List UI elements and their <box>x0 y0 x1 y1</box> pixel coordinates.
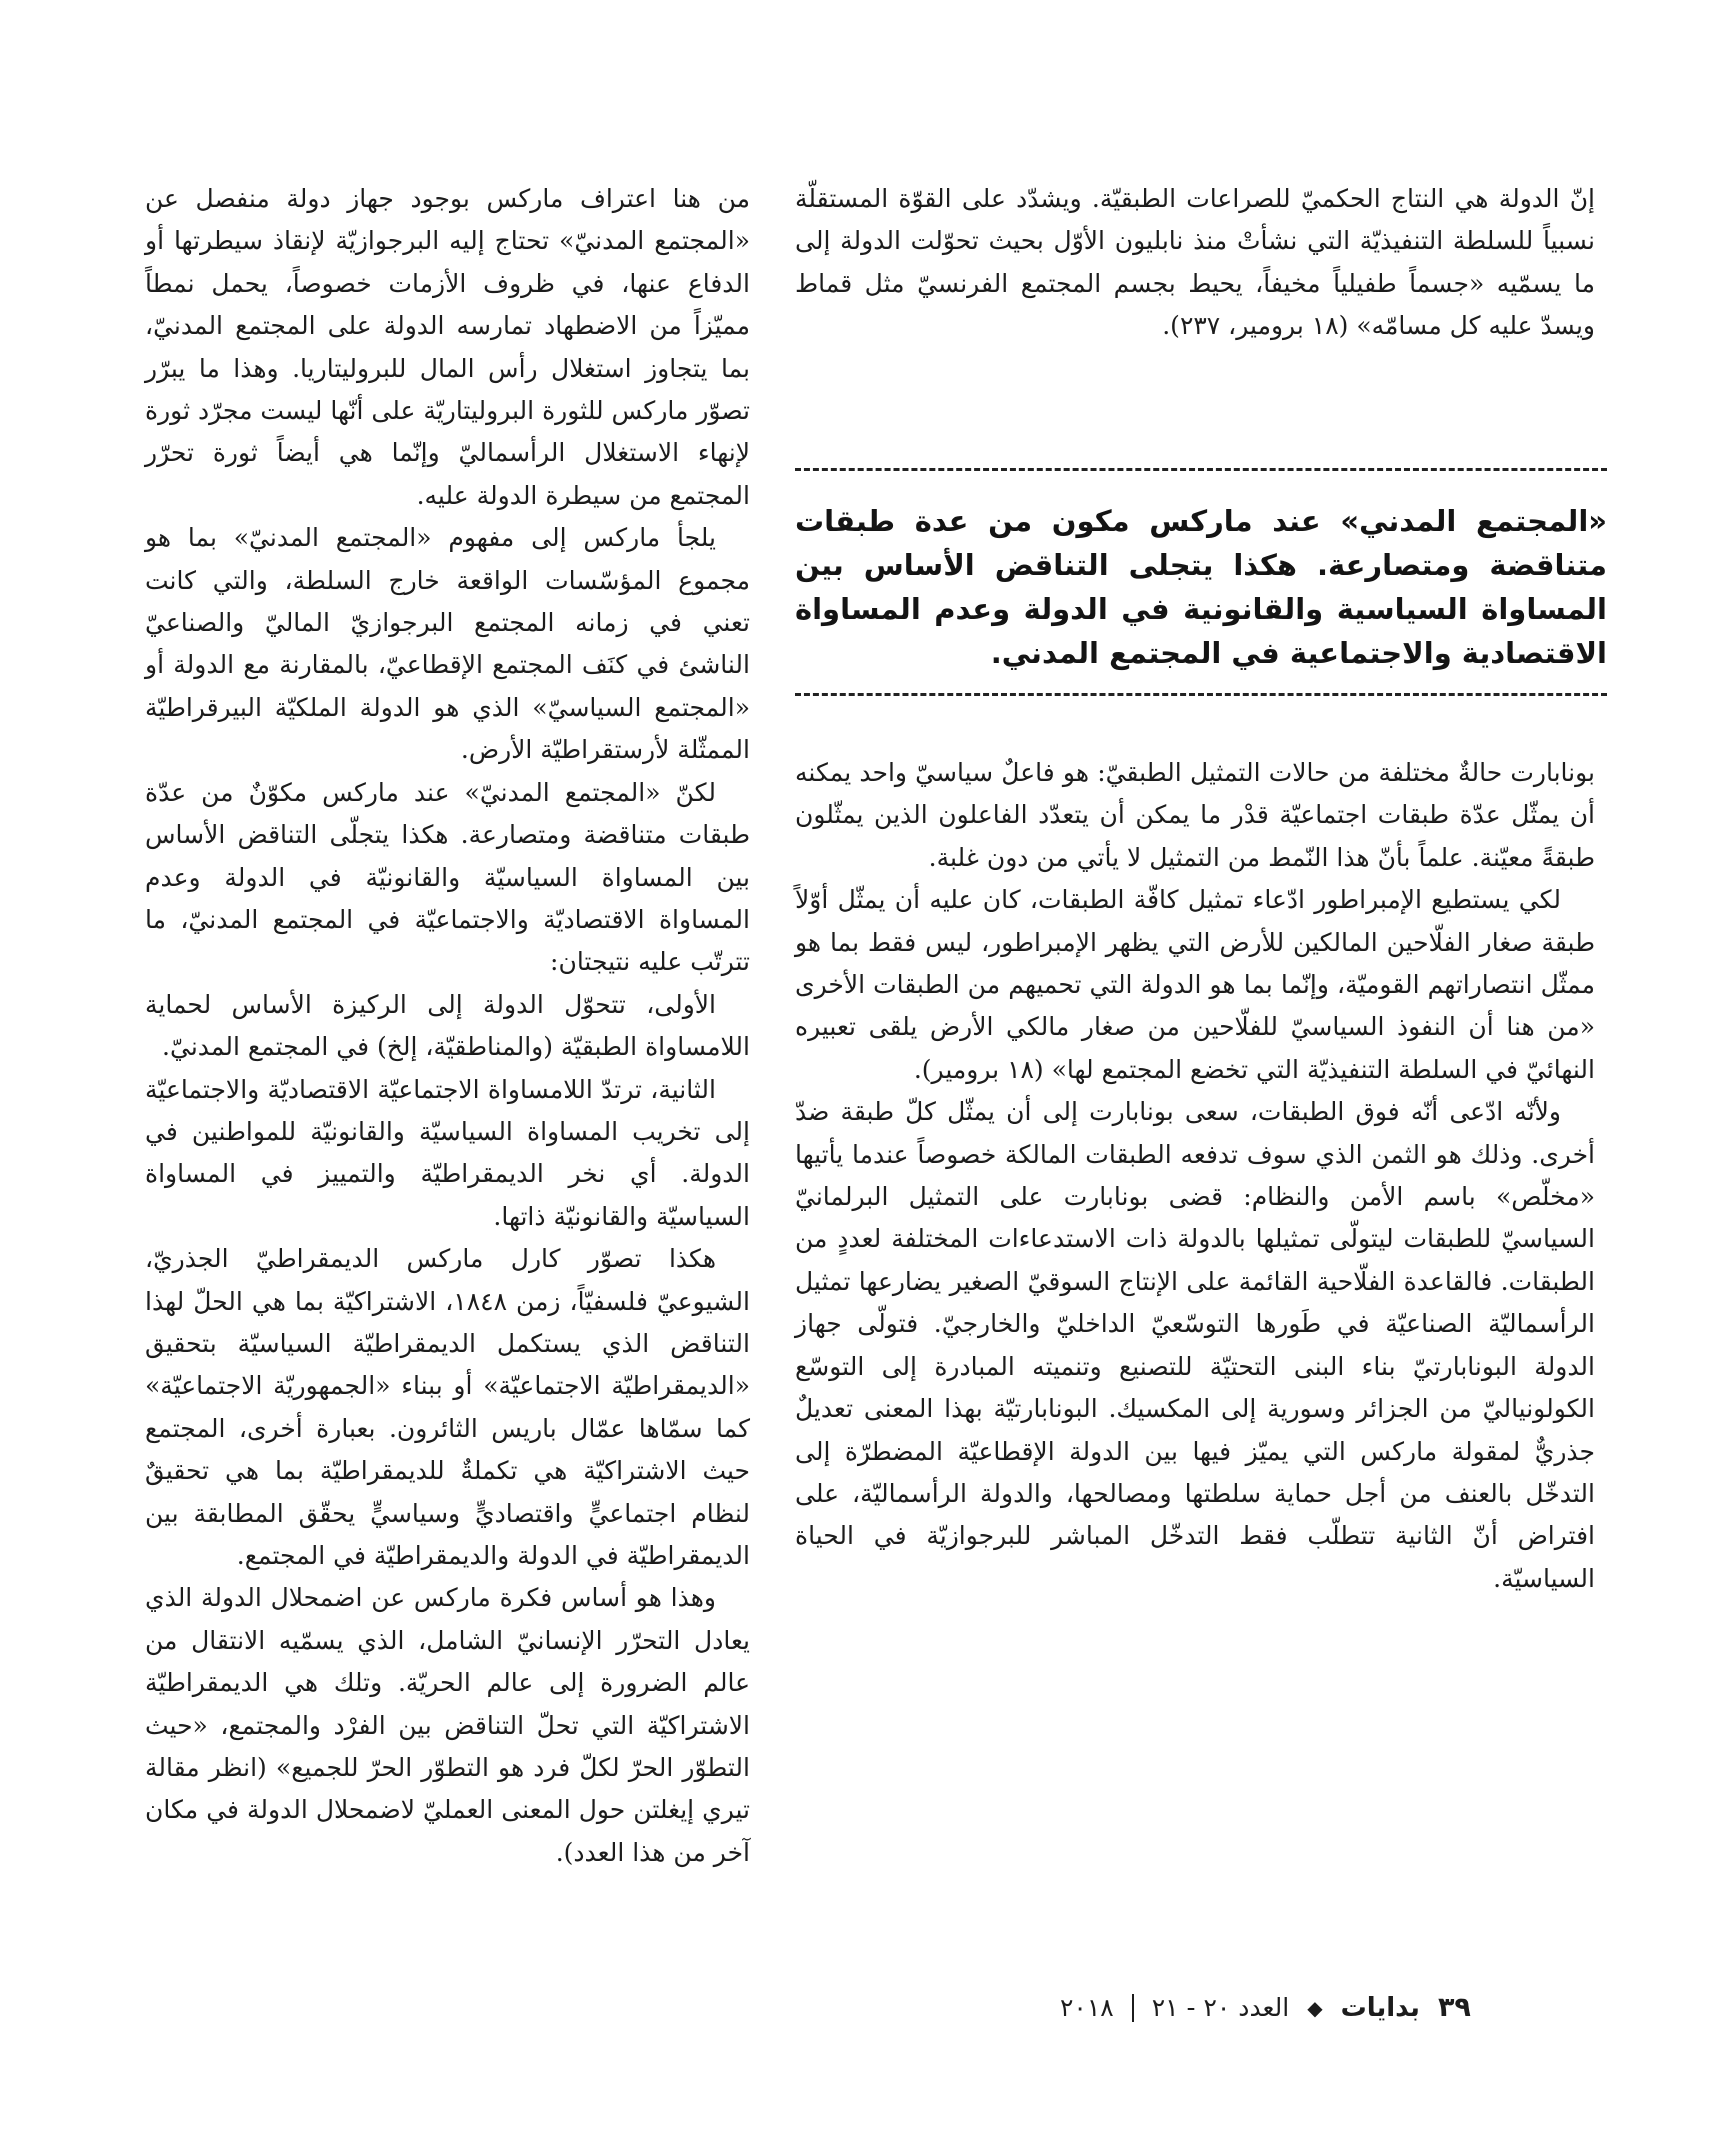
paragraph: من هنا اعتراف ماركس بوجود جهاز دولة منفصل عن «المجتمع المدنيّ» تحتاج إليه البرجوازيّة لإنقاذ سيطرتها أو الدفاع عنها، في ظروف الأزمات خصوصاً، يحمل نمطاً مميّزاً من الاضطهاد تمارسه الدولة على المجتمع المدنيّ، بما يتجاوز استغلال رأس المال للبروليتاريا. وهذا ما يبرّر تصوّر ماركس للثورة البروليتاريّة على أنّها ليست مجرّد ثورة لإنهاء الاستغلال الرأسماليّ وإنّما هي أيضاً ثورة تحرّر المجتمع من سيطرة الدولة عليه. <box>145 184 750 510</box>
issue-label: العدد ٢٠ - ٢١ <box>1151 1993 1290 2022</box>
right-column-top <box>795 178 1595 348</box>
paragraph: ولأنّه ادّعى أنّه فوق الطبقات، سعى بونابارت إلى أن يمثّل كلّ طبقة ضدّ أخرى. وذلك هو الثمن الذي سوف تدفعه الطبقات المالكة خصوصاً عندما يأتيها «مخلّص» باسم الأمن والنظام: قضى بونابارت على التمثيل البرلمانيّ السياسيّ للطبقات ليتولّى تمثيلها بالدولة ذات الاستدعاءات المختلفة لعددٍ من الطبقات. فالقاعدة الفلّاحية القائمة على الإنتاج السوقيّ الصغير يضارعها تمثيل الرأسماليّة الصناعيّة في طَورها التوسّعيّ الداخليّ والخارجيّ. فتولّى جهاز الدولة البونابارتيّ بناء البنى التحتيّة للتصنيع وتنميته المبادرة إلى التوسّع الكولونياليّ من الجزائر وسورية إلى المكسيك. البونابارتيّة بهذا المعنى تعديلٌ جذريٌّ لمقولة ماركس التي يميّز فيها بين الدولة الإقطاعيّة المضطرّة إلى التدخّل بالعنف من أجل حماية سلطتها ومصالحها، والدولة الرأسماليّة، على افتراض أنّ الثانية تتطلّب فقط التدخّل المباشر للبرجوازيّة في الحياة السياسيّة. <box>795 1097 1595 1593</box>
year-label: ٢٠١٨ <box>1060 1993 1114 2022</box>
footer-separator <box>1132 1994 1134 2022</box>
paragraph: بونابارت حالةٌ مختلفة من حالات التمثيل الطبقيّ: هو فاعلٌ سياسيّ واحد يمكنه أن يمثّل عدّة طبقات اجتماعيّة قدْر ما يمكن أن يتعدّد الفاعلون الذين يمثّلون طبقةً معيّنة. علماً بأنّ هذا النّمط من التمثيل لا يأتي من دون غلبة. <box>795 758 1595 872</box>
pull-quote <box>795 468 1607 696</box>
page-footer <box>1060 1992 1471 2023</box>
paragraph: لكي يستطيع الإمبراطور ادّعاء تمثيل كافّة الطبقات، كان عليه أن يمثّل أوّلاً طبقة صغار الفلّاحين المالكين للأرض التي يظهر الإمبراطور، ليس فقط بما هو ممثّل انتصاراتهم القوميّة، وإنّما بما هو الدولة التي تحميهم من الطبقات الأخرى «من هنا أن النفوذ السياسيّ للفلّاحين من صغار مالكي الأرض يلقى تعبيره النهائيّ في السلطة التنفيذيّة التي تخضع المجتمع لها» (١٨ برومير). <box>795 885 1595 1084</box>
pull-quote-text: «المجتمع المدني» عند ماركس مكون من عدة طبقات متناقضة ومتصارعة. هكذا يتجلى التناقض الأساس بين المساواة السياسية والقانونية في الدولة وعدم المساواة الاقتصادية والاجتماعية في المجتمع المدني. <box>795 504 1607 670</box>
paragraph: لكنّ «المجتمع المدنيّ» عند ماركس مكوّنٌ من عدّة طبقات متناقضة ومتصارعة. هكذا يتجلّى التناقض الأساس بين المساواة السياسيّة والقانونيّة في الدولة وعدم المساواة الاقتصاديّة والاجتماعيّة في المجتمع المدنيّ، ما تترتّب عليه نتيجتان: <box>145 777 750 977</box>
paragraph: هكذا تصوّر كارل ماركس الديمقراطيّ الجذريّ، الشيوعيّ فلسفيّاً، زمن ١٨٤٨، الاشتراكيّة بما هي الحلّ لهذا التناقض الذي يستكمل الديمقراطيّة السياسيّة بتحقيق «الديمقراطيّة الاجتماعيّة» أو ببناء «الجمهوريّة الاجتماعيّة» كما سمّاها عمّال باريس الثائرون. بعبارة أخرى، المجتمع حيث الاشتراكيّة هي تكملةٌ للديمقراطيّة بما هي تحقيقٌ لنظام اجتماعيٍّ واقتصاديٍّ وسياسيٍّ يحقّق المطابقة بين الديمقراطيّة في الدولة والديمقراطيّة في المجتمع. <box>145 1244 750 1570</box>
paragraph: يلجأ ماركس إلى مفهوم «المجتمع المدنيّ» بما هو مجموع المؤسّسات الواقعة خارج السلطة، والتي كانت تعني في زمانه المجتمع البرجوازيّ الماليّ والصناعيّ الناشئ في كنَف المجتمع الإقطاعيّ، بالمقارنة مع الدولة أو «المجتمع السياسيّ» الذي هو الدولة الملكيّة البيرقراطيّة الممثّلة لأرستقراطيّة الأرض. <box>145 523 750 765</box>
left-column <box>145 178 750 1874</box>
paragraph: إنّ الدولة هي النتاج الحكميّ للصراعات الطبقيّة. ويشدّد على القوّة المستقلّة نسبياً للسلطة التنفيذيّة التي نشأتْ منذ نابليون الأوّل بحيث تحوّلت الدولة إلى ما يسمّيه «جسماً طفيلياً مخيفاً، يحيط بجسم المجتمع الفرنسيّ مثل قماط ويسدّ عليه كل مسامّه» (١٨ برومير، ٢٣٧). <box>795 184 1595 341</box>
paragraph: وهذا هو أساس فكرة ماركس عن اضمحلال الدولة الذي يعادل التحرّر الإنسانيّ الشامل، الذي يسمّيه الانتقال من عالم الضرورة إلى عالم الحريّة. وتلك هي الديمقراطيّة الاشتراكيّة التي تحلّ التناقض بين الفرْد والمجتمع، «حيث التطوّر الحرّ لكلّ فرد هو التطوّر الحرّ للجميع» (انظر مقالة تيري إيغلتن حول المعنى العمليّ لاضمحلال الدولة في مكان آخر من هذا العدد). <box>145 1583 750 1867</box>
diamond-icon: ◆ <box>1307 1995 1323 2020</box>
right-column-bottom <box>795 752 1595 1600</box>
page-number: ٣٩ <box>1437 1992 1471 2023</box>
paragraph: الثانية، ترتدّ اللامساواة الاجتماعيّة الاقتصاديّة والاجتماعيّة إلى تخريب المساواة السياسيّة والقانونيّة للمواطنين في الدولة. أي نخر الديمقراطيّة والتمييز في المساواة السياسيّة والقانونيّة ذاتها. <box>145 1074 750 1231</box>
paragraph: الأولى، تتحوّل الدولة إلى الركيزة الأساس لحماية اللامساواة الطبقيّة (والمناطقيّة، إلخ) في المجتمع المدنيّ. <box>145 989 750 1062</box>
journal-name: بدايات <box>1340 1992 1420 2023</box>
bottom-divider <box>795 693 1607 696</box>
